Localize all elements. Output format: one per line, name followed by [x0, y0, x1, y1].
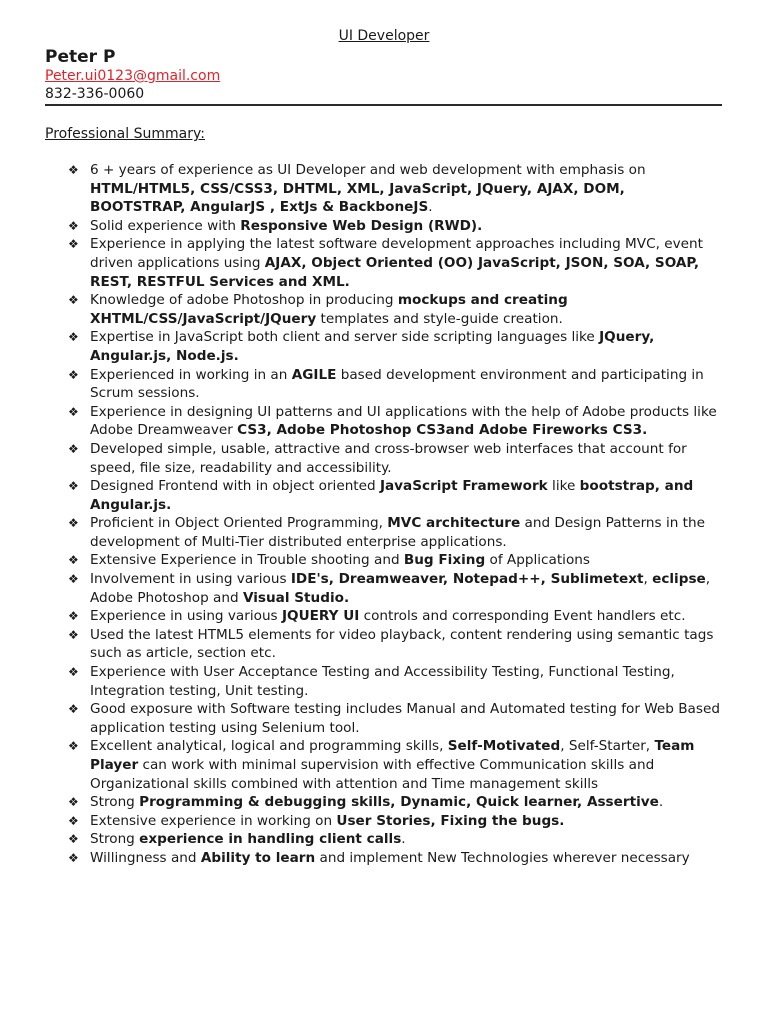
summary-item-text: Designed Frontend with in object oriented [90, 478, 380, 495]
summary-item [68, 161, 724, 217]
summary-item [68, 217, 724, 236]
summary-item-text: Good exposure with Software testing includes Manual and Automated testing for Web Based application testing using Selenium tool. [90, 701, 720, 736]
summary-item-text: Strong [90, 831, 140, 848]
summary-item-bold-text: AGILE [291, 366, 337, 383]
summary-item-text: . [428, 199, 433, 216]
diamond-bullet-icon: ❖ [68, 609, 79, 624]
diamond-bullet-icon: ❖ [68, 553, 79, 568]
summary-item-text: Experience in applying the latest software development approaches including MVC, event driven applications using [90, 236, 703, 271]
summary-item-text: , [643, 571, 653, 588]
summary-item-bold-text: Self-Motivated [447, 738, 561, 755]
diamond-bullet-icon: ❖ [68, 702, 79, 717]
diamond-bullet-icon: ❖ [68, 795, 79, 810]
summary-item-text: can work with minimal supervision with effective Communication skills and Organizational skills combined with attention and Time management skills [90, 757, 655, 792]
summary-item-text: Extensive experience in working on [90, 812, 337, 829]
summary-item-text: like [547, 478, 580, 495]
summary-item-text: controls and corresponding Event handlers etc. [359, 608, 686, 625]
summary-item [68, 514, 724, 551]
diamond-bullet-icon: ❖ [68, 739, 79, 754]
summary-item-text: Experienced in working in an [90, 366, 292, 383]
summary-item-text: based development environment and participating in Scrum sessions. [90, 366, 704, 402]
summary-item-text: Strong [90, 794, 140, 811]
summary-item [68, 570, 724, 607]
summary-item-text: Experience in using various [90, 608, 282, 625]
diamond-bullet-icon: ❖ [68, 832, 79, 847]
summary-item-text: . [658, 794, 664, 811]
summary-item-bold-text: JQuery, Angular.js, Node.js. [90, 329, 655, 364]
summary-item [68, 328, 724, 365]
document-title: UI Developer [338, 28, 430, 44]
diamond-bullet-icon: ❖ [68, 441, 79, 456]
candidate-name: Peter P [45, 47, 116, 67]
diamond-bullet-icon: ❖ [68, 404, 79, 419]
summary-item-bold-text: JQUERY UI [281, 608, 360, 625]
summary-item [68, 626, 724, 663]
summary-item-bold-text: CS3, Adobe Photoshop CS3and Adobe Fireworks CS3. [237, 422, 648, 439]
phone-number: 832-336-0060 [45, 86, 145, 102]
summary-item-text: Extensive Experience in Trouble shooting and [90, 552, 404, 569]
summary-item-bold-text: MVC architecture [387, 515, 521, 532]
summary-item-bold-text: Bug Fixing [403, 552, 486, 569]
summary-item-bold-text: Team Player [90, 738, 695, 773]
summary-item-text: , Self-Starter, [560, 738, 655, 755]
summary-item [68, 737, 724, 793]
summary-item-text: Expertise in JavaScript both client and server side scripting languages like [90, 329, 600, 346]
diamond-bullet-icon: ❖ [68, 163, 79, 177]
diamond-bullet-icon: ❖ [68, 850, 79, 865]
summary-item-text: and implement New Technologies wherever necessary [315, 849, 690, 866]
summary-item-text: Experience in designing UI patterns and UI applications with the help of Adobe products like Adobe Dreamweaver [90, 403, 717, 439]
diamond-bullet-icon: ❖ [68, 516, 79, 531]
summary-item-bold-text: Visual Studio. [242, 589, 350, 606]
summary-item [68, 663, 724, 700]
summary-item [68, 235, 724, 291]
diamond-bullet-icon: ❖ [68, 813, 79, 828]
summary-item-bold-text: Programming & debugging skills, Dynamic, Quick learner, Assertive [139, 794, 659, 811]
summary-item-bold-text: JavaScript Framework [379, 478, 548, 495]
summary-item-text: of Applications [485, 552, 590, 569]
summary-item-bold-text: User Stories, Fixing the bugs. [336, 812, 565, 829]
email-link[interactable]: Peter.ui0123@gmail.com [45, 68, 221, 84]
summary-item [68, 830, 724, 849]
summary-item [68, 291, 724, 328]
summary-item-text: Knowledge of adobe Photoshop in producing [90, 292, 398, 309]
summary-item [68, 607, 724, 626]
summary-item-bold-text: experience in handling client calls [139, 831, 402, 848]
summary-item-text: Involvement in using various [90, 571, 291, 588]
summary-item-bold-text: bootstrap, and Angular.js. [90, 478, 694, 513]
summary-item-bold-text: eclipse [652, 571, 706, 588]
diamond-bullet-icon: ❖ [68, 367, 79, 382]
summary-item-bold-text: HTML/HTML5, CSS/CSS3, DHTML, XML, JavaScript, JQuery, AJAX, DOM, BOOTSTRAP, AngularJS , ExtJs & BackboneJS [90, 180, 625, 216]
summary-item-text: templates and style-guide creation. [316, 310, 563, 327]
summary-item [68, 849, 724, 868]
summary-item [68, 440, 724, 477]
diamond-bullet-icon: ❖ [68, 627, 79, 642]
summary-item [68, 366, 724, 403]
summary-item-text: Willingness and [90, 849, 201, 866]
summary-item-bold-text: IDE's, Dreamweaver, Notepad++, Sublimetext [290, 571, 644, 588]
summary-item-text: , Adobe Photoshop and [90, 571, 711, 606]
summary-item-bold-text: Responsive Web Design (RWD). [240, 217, 483, 234]
summary-item-text: . [401, 831, 406, 848]
summary-item-text: 6 + years of experience as UI Developer and web development with emphasis on [90, 162, 646, 178]
summary-item [68, 700, 724, 737]
summary-item-text: Solid experience with [90, 217, 241, 234]
diamond-bullet-icon: ❖ [68, 330, 79, 345]
summary-item-text: and Design Patterns in the development of Multi-Tier distributed enterprise applications. [90, 515, 705, 550]
summary-item [68, 812, 724, 831]
summary-item-bold-text: AJAX, Object Oriented (OO) JavaScript, JSON, SOA, SOAP, REST, RESTFUL Services and XML. [90, 254, 700, 290]
summary-item-bold-text: mockups and creating XHTML/CSS/JavaScript/JQuery [90, 292, 568, 327]
summary-item [68, 403, 724, 440]
diamond-bullet-icon: ❖ [68, 665, 79, 680]
summary-item-text: Developed simple, usable, attractive and cross-browser web interfaces that account for speed, file size, readability and accessibility. [90, 440, 687, 476]
summary-item [68, 477, 724, 514]
diamond-bullet-icon: ❖ [68, 218, 79, 233]
diamond-bullet-icon: ❖ [68, 479, 79, 494]
summary-item-bold-text: Ability to learn [200, 849, 316, 866]
summary-item-text: Proficient in Object Oriented Programming, [90, 515, 388, 532]
summary-item-text: Excellent analytical, logical and programming skills, [90, 738, 448, 755]
summary-bullet-list [68, 161, 724, 868]
header-divider [45, 104, 722, 106]
diamond-bullet-icon: ❖ [68, 237, 79, 252]
summary-item-text: Used the latest HTML5 elements for video playback, content rendering using semantic tags such as article, section etc. [90, 626, 714, 662]
summary-item-text: Experience with User Acceptance Testing and Accessibility Testing, Functional Testing, Integration testing, Unit testing. [90, 664, 675, 699]
summary-item [68, 793, 724, 812]
summary-item [68, 551, 724, 570]
diamond-bullet-icon: ❖ [68, 572, 79, 587]
section-title-professional-summary: Professional Summary: [45, 126, 205, 142]
diamond-bullet-icon: ❖ [68, 293, 79, 308]
